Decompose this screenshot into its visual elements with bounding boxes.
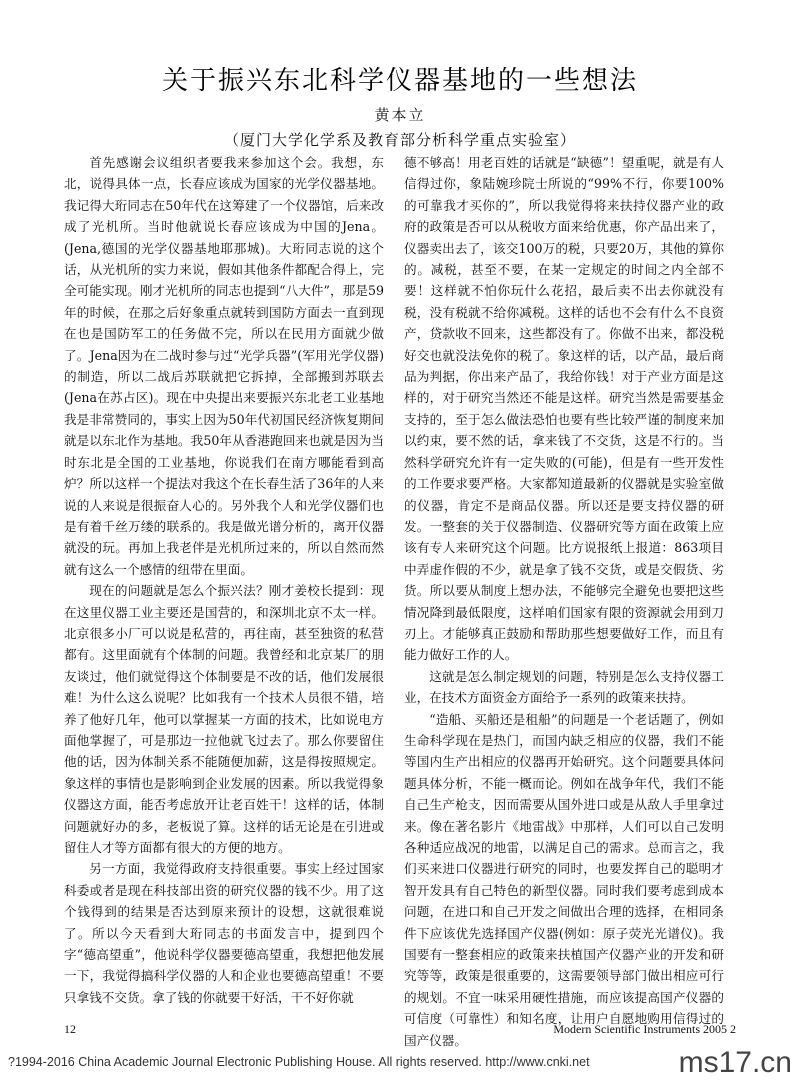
paragraph: 现在的问题就是怎么个振兴法？刚才姜校长提到：现在这里仪器工业主要还是国营的，和深圳北京不太一样。北京很多小厂可以说是私营的，再往南，甚至独资的私营都有。这里面就有个体制的问题。我曾经和北京某厂的朋友谈过，他们就觉得这个体制要是不改的话，他们发展很难！为什么这么说呢？比如我有一个技术人员很不错，培养了他好几年，他可以掌握某一方面的技术，比如说电方面他掌握了，可是那边一拉他就飞过去了。那么你要留住他的话，因为体制关系不能随便加薪，这是得按照规定。象这样的事情也是影响到企业发展的因素。所以我觉得象仪器这方面，能否考虑放开让老百姓干！这样的话，体制问题就好办的多，老板说了算。这样的话无论是在引进或留住人才等方面都有很大的方便的地方。 (64, 583, 384, 855)
journal-footer: Modern Scientific Instruments 2005 2 (553, 1022, 736, 1036)
paragraph: 这就是怎么制定规划的问题，特别是怎么支持仪器工业，在技术方面资金方面给予一系列的政策来扶持。 (404, 668, 724, 706)
paragraph: 首先感谢会议组织者要我来参加这个会。我想，东北，说得具体一点，长春应该成为国家的光学仪器基地。我记得大珩同志在50年代在这筹建了一个仪器馆，后来改成了光机所。当时他就说长春应该成为中国的Jena。(Jena,德国的光学仪器基地耶那城)。大珩同志说的这个话，从光机所的实力来说，假如其他条件都配合得上，完全可能实现。刚才光机所的同志也提到“八大件”，那是59年的时候，在那之后好象重点就转到国防方面去一直到现在也是国防军工的任务做不完，所以在民用方面就少做了。Jena因为在二战时参与过“光学兵器”(军用光学仪器)的制造，所以二战后苏联就把它拆掉，全部搬到苏联去(Jena在苏占区)。现在中央提出来要振兴东北老工业基地我是非常赞同的，事实上因为50年代初国民经济恢复期间就是以东北作为基地。我50年从香港跑回来也就是因为当时东北是全国的工业基地，你说我们在南方哪能看到高炉？所以这样一个提法对我这个在长春生活了36年的人来说的人来说是很振奋人心的。另外我个人和光学仪器们也是有着千丝万缕的联系的。我是做光谱分析的，离开仪器就没的玩。再加上我老伴是光机所过来的，所以自然而然就有这么一个感情的纽带在里面。 (64, 155, 384, 577)
article-author: 黄本立 (374, 106, 426, 124)
author-affiliation: （厦门大学化学系及教育部分析科学重点实验室） (223, 131, 576, 149)
left-column (64, 152, 384, 1005)
paragraph: 德不够高！用老百姓的话就是“缺德”！望重呢，就是有人信得过你，象陆婉珍院士所说的“99%不行，你要100%的可靠我才买你的”，所以我觉得将来扶持仪器产业的政府的政策是否可以从税收方面来给优惠，你产品出来了，仪器卖出去了，该交100万的税，只要20万，其他的算你的。减税，甚至不要，在某一定规定的时间之内全部不要！这样就不怕你玩什么花招，最后卖不出去你就没有税，没有税就不给你减税。这样的话也不会有什么不良资产，贷款收不回来，这些都没有了。你做不出来，都没税好交也就没法免你的税了。象这样的话，以产品，最后商品为判据，你出来产品了，我给你钱！对于产业方面是这样的，对于研究当然还不能是这样。研究当然是需要基金支持的，至于怎么做法恐怕也要有些比较严谨的制度来加以约束，要不然的话，拿来钱了不交货，这是不行的。当然科学研究允许有一定失败的(可能)，但是有一些开发性的工作要求要严格。大家都知道最新的仪器就是实验室做的仪器，肯定不是商品仪器。所以还是要支持仪器的研发。一整套的关于仪器制造、仪器研究等方面在政策上应该有专人来研究这个问题。比方说报纸上报道：863项目中弄虚作假的不少，就是拿了钱不交货，或是交假货、劣货。所以要从制度上想办法，不能够完全避免也要把这些情况降到最低限度，这样咱们国家有限的资源就会用到刀刃上。才能够真正鼓励和帮助那些想要做好工作，而且有能力做好工作的人。 (404, 155, 724, 663)
article-title: 关于振兴东北科学仪器基地的一些想法 (161, 66, 638, 96)
copyright-notice: ?1994-2016 China Academic Journal Electronic Publishing House. All rights reserved. http://www.cnki.net (8, 1055, 590, 1069)
page-number: 12 (64, 1022, 76, 1036)
paragraph: “造船、买船还是租船”的问题是一个老话题了，例如生命科学现在是热门，而国内缺乏相应的仪器，我们不能等国内生产出相应的仪器再开始研究。这个问题要具体问题具体分析，不能一概而论。例如在战争年代，我们不能自己生产枪支，因而需要从国外进口或是从敌人手里拿过来。像在著名影片《地雷战》中那样，人们可以自己发明各种适应战况的地雷，以满足自己的需求。总而言之，我们买来进口仪器进行研究的同时，也要发挥自己的聪明才智开发具有自己特色的新型仪器。同时我们要考虑到成本问题，在进口和自己开发之间做出合理的选择，在相同条件下应该优先选择国产仪器(例如：原子荧光光谱仪)。我国要有一整套相应的政策来扶植国产仪器产业的开发和研究等等，政策是很重要的，这需要领导部门做出相应可行的规划。不宜一味采用硬性措施，而应该提高国产仪器的可信度（可靠性）和知名度，让用户自愿地购用信得过的国产仪器。 (404, 711, 724, 1048)
site-watermark: ms17.cn (678, 1046, 792, 1079)
paragraph: 另一方面，我觉得政府支持很重要。事实上经过国家科委或者是现在科技部出资的研究仪器的钱不少。用了这个钱得到的结果是否达到原来预计的设想，这就很难说了。所以今天看到大珩同志的书面发言中，提到四个字“德高望重”，他说科学仪器要德高望重，我想把他发展一下，我觉得搞科学仪器的人和企业也要德高望重！不要只拿钱不交货。拿了钱的你就要干好活，干不好你就 (64, 861, 384, 1005)
